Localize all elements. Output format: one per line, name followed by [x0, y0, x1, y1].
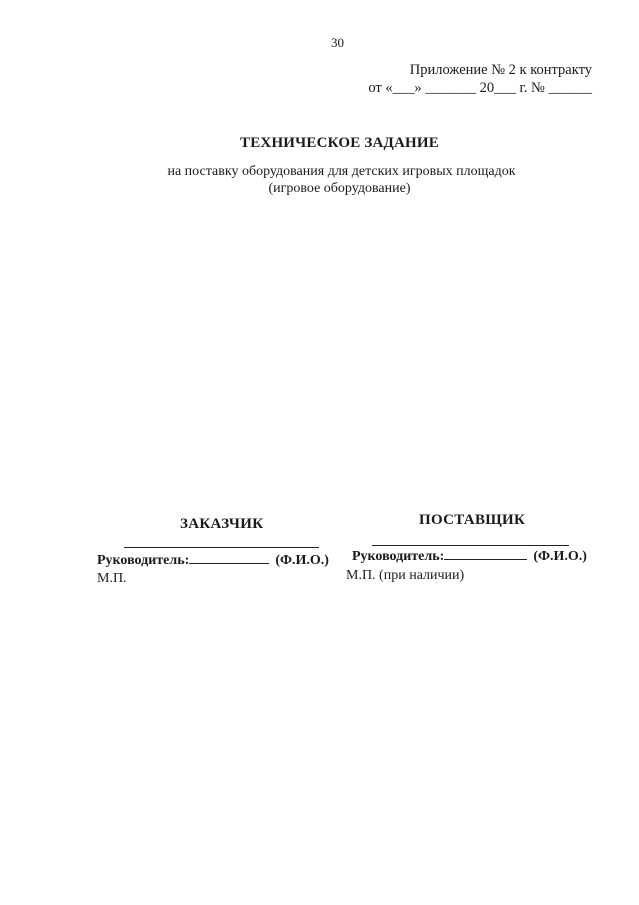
customer-heading: ЗАКАЗЧИК: [180, 516, 264, 532]
supplier-signature-line: [372, 545, 569, 546]
document-subtitle: на поставку оборудования для детских игровых площадок: [167, 164, 516, 179]
document-subtitle-note: (игровое оборудование): [268, 181, 411, 196]
customer-stamp-place: М.П.: [97, 571, 127, 586]
page-number: 30: [331, 35, 344, 50]
supplier-heading: ПОСТАВЩИК: [419, 512, 526, 528]
customer-head-signature-row: [97, 553, 329, 569]
supplier-name-placeholder: (Ф.И.О.): [533, 549, 587, 564]
supplier-head-blank: [444, 549, 527, 560]
customer-name-placeholder: (Ф.И.О.): [275, 553, 329, 568]
customer-head-blank: [189, 553, 269, 564]
customer-head-label: Руководитель:: [97, 553, 190, 568]
supplier-head-label: Руководитель:: [352, 549, 445, 564]
supplier-head-signature-row: [352, 549, 587, 565]
customer-signature-line: [124, 547, 319, 548]
supplier-stamp-place: М.П. (при наличии): [346, 568, 465, 583]
appendix-reference: Приложение № 2 к контракту: [409, 62, 592, 78]
contract-date-number-line: от «___» _______ 20___ г. № ______: [368, 80, 592, 96]
document-title: ТЕХНИЧЕСКОЕ ЗАДАНИЕ: [240, 135, 439, 151]
